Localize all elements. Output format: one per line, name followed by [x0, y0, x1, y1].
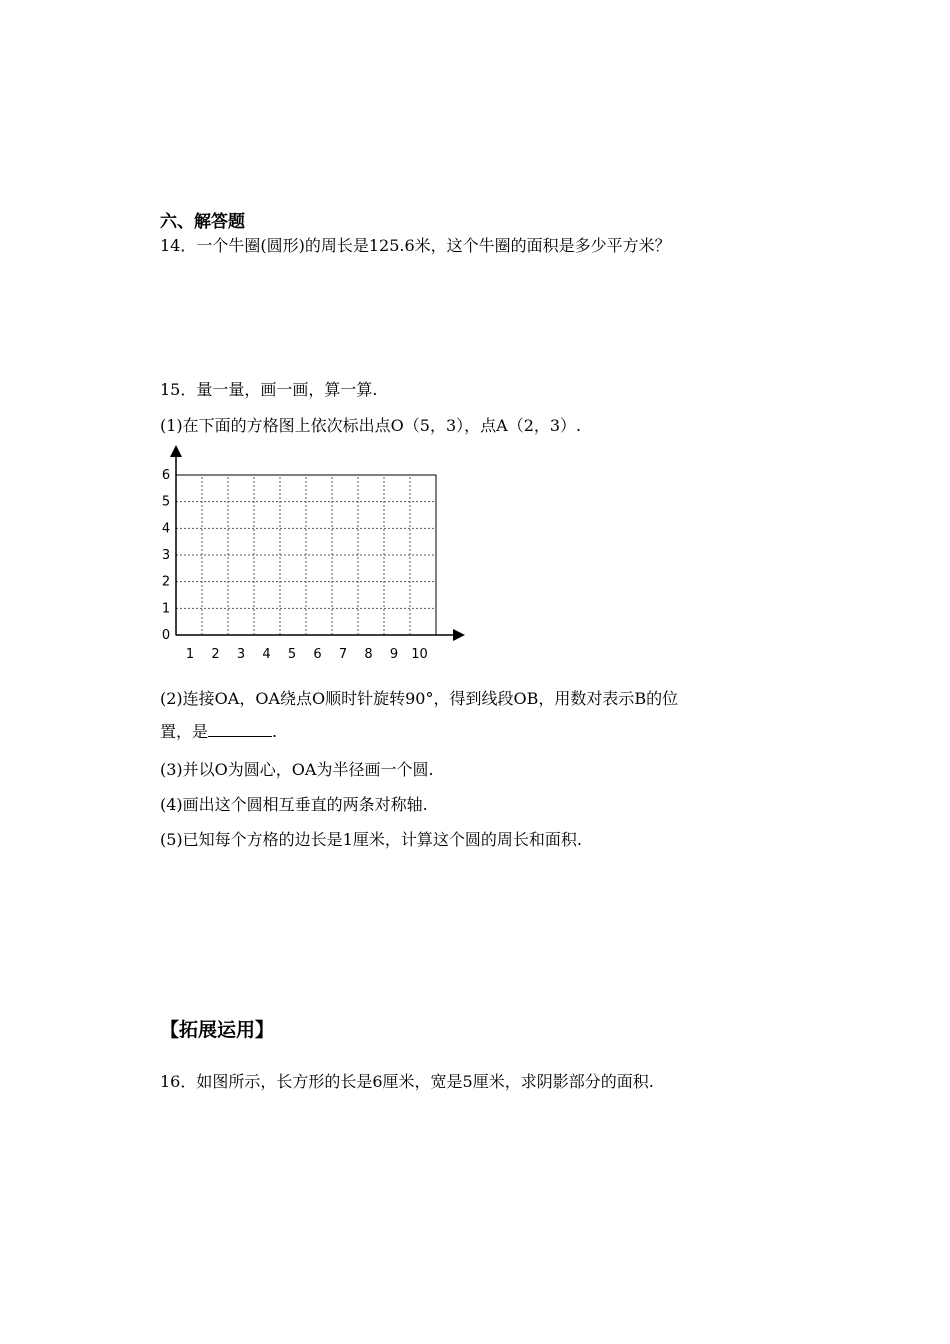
x-tick-label: 5	[287, 647, 297, 662]
x-tick-label: 2	[211, 647, 220, 662]
question-14: 14．一个牛圈(圆形)的周长是125.6米，这个牛圈的面积是多少平方米？	[160, 236, 671, 255]
answer-blank[interactable]	[208, 722, 272, 737]
question-15-part-2-line-2	[160, 719, 277, 742]
x-tick-label: 4	[262, 647, 271, 662]
y-tick-label: 1	[161, 601, 171, 617]
question-15-part-2-line-1: (2)连接OA，OA绕点O顺时针旋转90°，得到线段OB，用数对表示B的位	[160, 689, 679, 708]
x-tick-label: 8	[364, 647, 373, 662]
question-15-part-1: (1)在下面的方格图上依次标出点O（5，3），点A（2，3）.	[160, 416, 582, 435]
x-tick-label: 3	[236, 647, 246, 662]
coordinate-grid	[155, 440, 475, 665]
question-16: 16．如图所示，长方形的长是6厘米，宽是5厘米，求阴影部分的面积.	[160, 1072, 654, 1091]
x-tick-label: 6	[313, 647, 322, 662]
y-tick-label: 5	[161, 494, 171, 510]
question-15-part-3: (3)并以O为圆心，OA为半径画一个圆.	[160, 760, 434, 779]
part-2-prefix: 置，是	[160, 722, 209, 741]
y-tick-label: 6	[161, 467, 171, 483]
y-tick-label: 2	[161, 574, 171, 590]
y-tick-label: 4	[161, 521, 171, 537]
question-15-part-4: (4)画出这个圆相互垂直的两条对称轴.	[160, 795, 428, 814]
section-title: 六、解答题	[160, 212, 245, 232]
question-15-title: 15．量一量，画一画，算一算.	[160, 380, 378, 399]
question-15-part-5: (5)已知每个方格的边长是1厘米，计算这个圆的周长和面积.	[160, 830, 582, 849]
y-tick-label: 3	[161, 547, 171, 563]
x-tick-label: 10	[411, 647, 428, 662]
y-tick-label: 0	[161, 628, 171, 643]
extension-title: 【拓展运用】	[160, 1019, 275, 1041]
x-tick-label: 7	[338, 647, 348, 662]
part-2-suffix: .	[272, 722, 278, 741]
x-tick-label: 9	[389, 647, 399, 662]
x-tick-label: 1	[185, 647, 195, 662]
